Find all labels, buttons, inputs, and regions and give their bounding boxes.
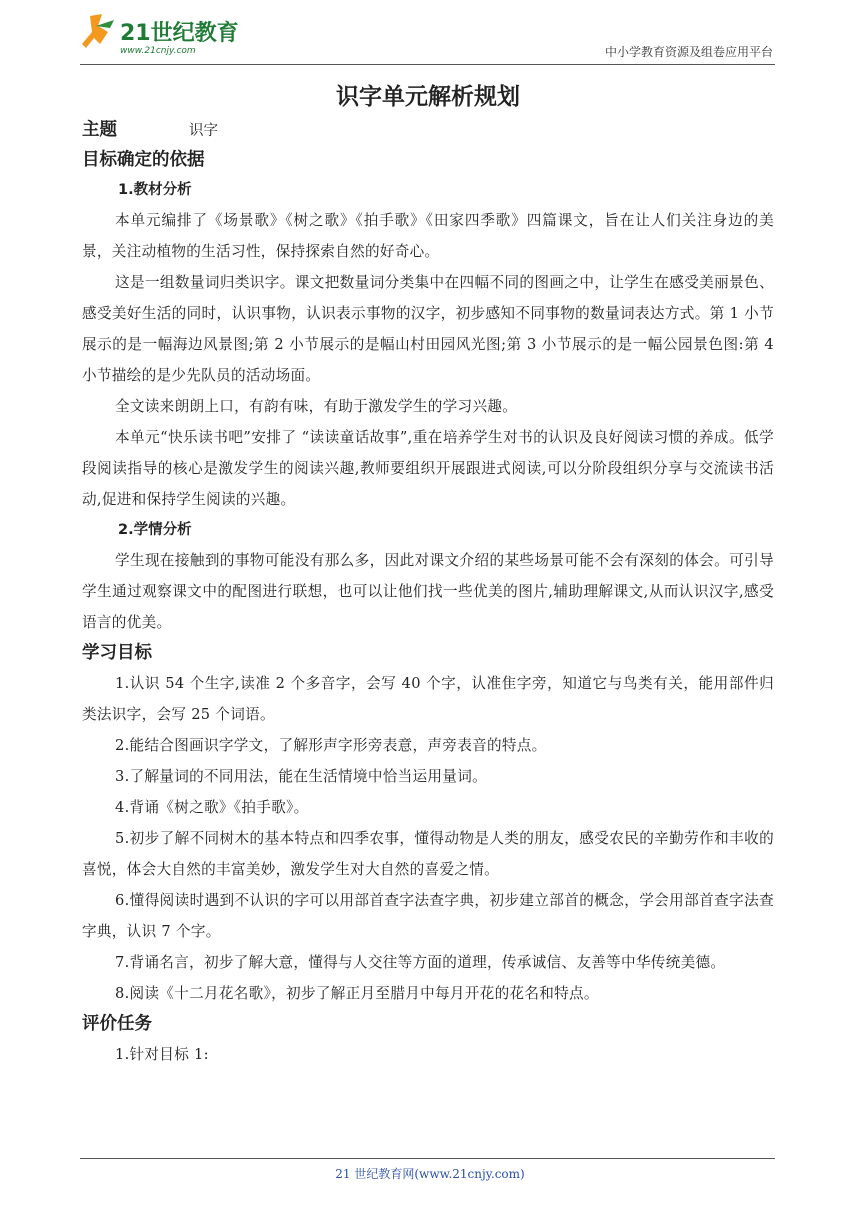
topic-value: 识字 xyxy=(189,123,218,139)
topic-label: 主题 xyxy=(82,120,117,140)
paragraph: 学生现在接触到的事物可能没有那么多，因此对课文介绍的某些场景可能不会有深刻的体会。可引导学生通过观察课文中的配图进行联想，也可以让他们找一些优美的图片,辅助理解课文,从而认识汉字,感受语言的优美。 xyxy=(82,552,774,631)
subheading-textbook-analysis: 1.教材分析 xyxy=(118,182,192,198)
section-heading-basis: 目标确定的依据 xyxy=(82,150,205,170)
paragraph: 这是一组数量词归类识字。课文把数量词分类集中在四幅不同的图画之中，让学生在感受美丽景色、感受美好生活的同时，认识事物，认识表示事物的汉字，初步感知不同事物的数量词表达方式。第 1 小节展示的是一幅海边风景图;第 2 小节展示的是幅山村田园风光图;第 3 小节展示的是一幅公园景色图:第 4 小节描绘的是少先队员的活动场面。 xyxy=(82,274,774,384)
goal-item: 5.初步了解不同树木的基本特点和四季农事，懂得动物是人类的朋友，感受农民的辛勤劳作和丰收的喜悦，体会大自然的丰富美妙，激发学生对大自然的喜爱之情。 xyxy=(82,830,774,878)
paragraph: 本单元“快乐读书吧”安排了 “读读童话故事”,重在培养学生对书的认识及良好阅读习惯的养成。低学段阅读指导的核心是激发学生的阅读兴趣,教师要组织开展跟进式阅读,可以分阶段组织分享与交流读书活动,促进和保持学生阅读的兴趣。 xyxy=(82,429,774,508)
goal-item: 6.懂得阅读时遇到不认识的字可以用部首查字法查字典，初步建立部首的概念，学会用部首查字法查字典，认识 7 个字。 xyxy=(82,892,774,940)
goal-item: 3.了解量词的不同用法，能在生活情境中恰当运用量词。 xyxy=(115,768,487,785)
footer-link[interactable]: 21 世纪教育网(www.21cnjy.com) xyxy=(335,1167,525,1181)
goal-item: 4.背诵《树之歌》《拍手歌》。 xyxy=(115,799,309,816)
document-body xyxy=(82,78,774,1070)
goal-item: 1.认识 54 个生字,读准 2 个多音字，会写 40 个字，认准隹字旁，知道它与鸟类有关，能用部件归类法识字，会写 25 个词语。 xyxy=(82,675,774,723)
logo-text: 21世纪教育 xyxy=(120,21,239,46)
logo-21cnjy xyxy=(80,10,250,56)
goal-item: 2.能结合图画识字学文，了解形声字形旁表意，声旁表音的特点。 xyxy=(115,737,547,754)
goal-item: 7.背诵名言，初步了解大意，懂得与人交往等方面的道理，传承诚信、友善等中华传统美德。 xyxy=(115,954,726,971)
logo-url: www.21cnjy.com xyxy=(120,46,196,56)
paragraph: 本单元编排了《场景歌》《树之歌》《拍手歌》《田家四季歌》四篇课文，旨在让人们关注身边的美景，关注动植物的生活习性，保持探索自然的好奇心。 xyxy=(82,212,774,260)
section-heading-goals: 学习目标 xyxy=(82,643,152,663)
document-title: 识字单元解析规划 xyxy=(336,84,520,110)
header-platform-text: 中小学教育资源及组卷应用平台 xyxy=(604,45,773,59)
page-header xyxy=(80,8,775,65)
section-heading-tasks: 评价任务 xyxy=(82,1014,152,1034)
task-item: 1.针对目标 1: xyxy=(115,1046,209,1063)
topic-row xyxy=(82,115,774,145)
goal-item: 8.阅读《十二月花名歌》，初步了解正月至腊月中每月开花的花名和特点。 xyxy=(115,985,599,1002)
subheading-student-analysis: 2.学情分析 xyxy=(118,522,192,538)
footer-divider xyxy=(80,1158,775,1159)
paragraph: 全文读来朗朗上口，有韵有味，有助于激发学生的学习兴趣。 xyxy=(115,398,518,415)
